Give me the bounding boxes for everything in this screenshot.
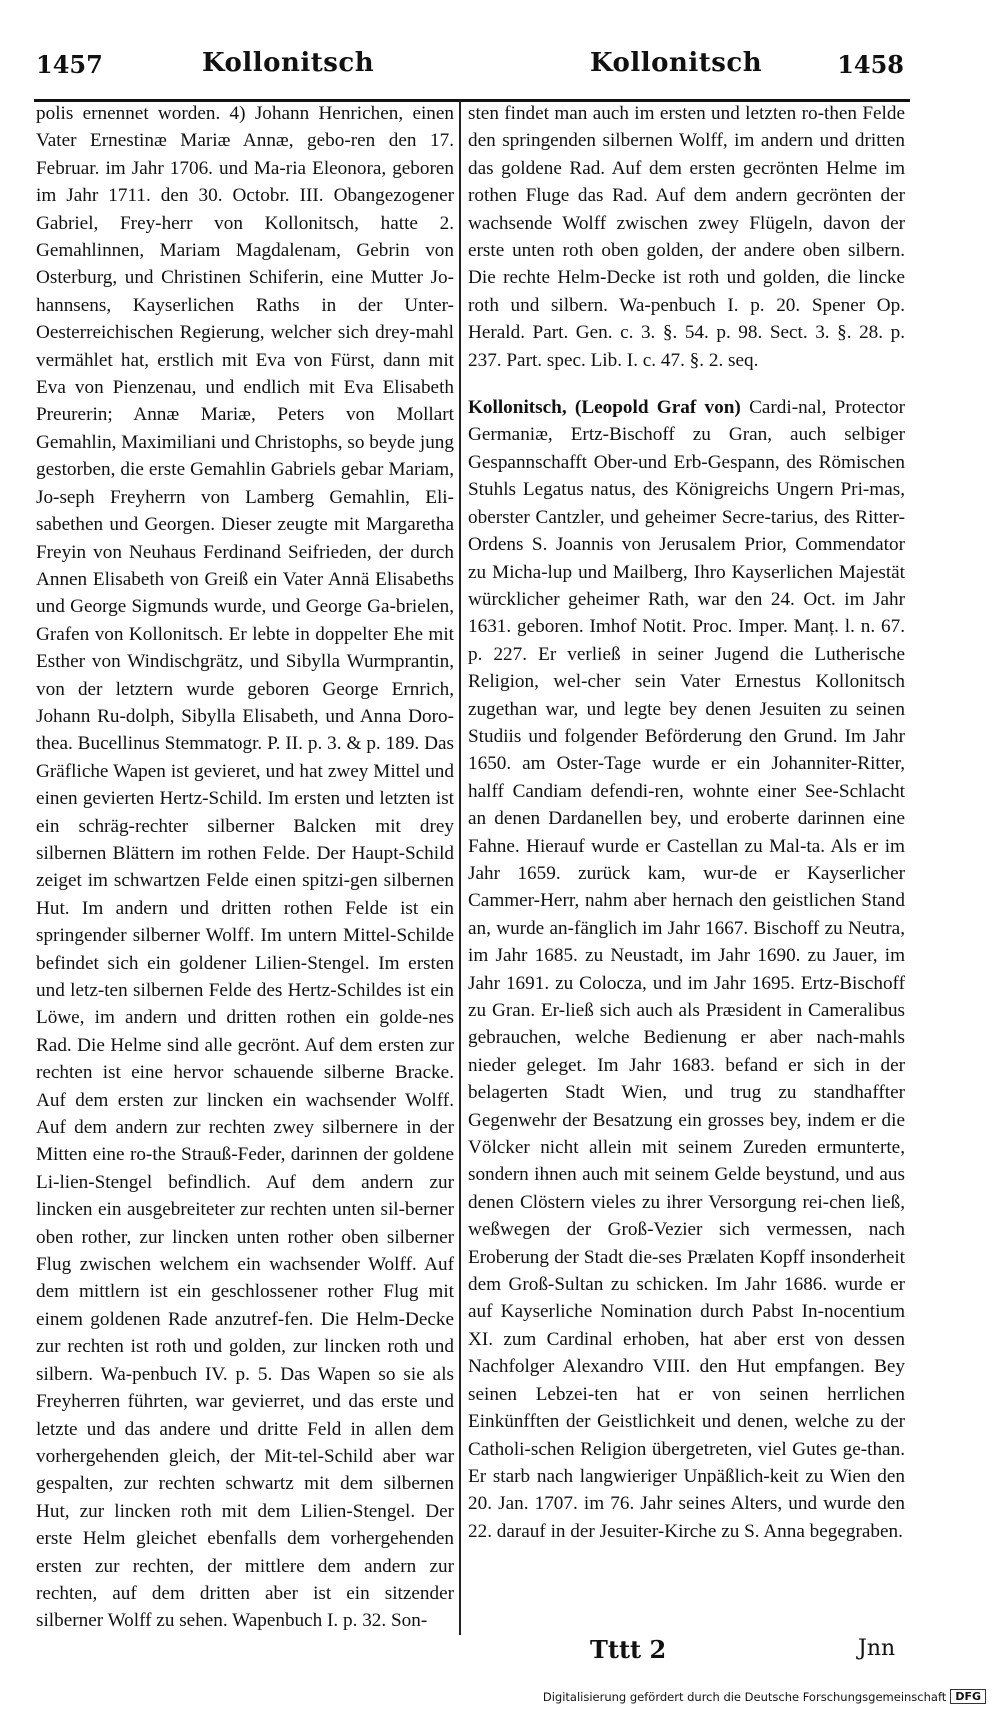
digitization-credit xyxy=(543,1689,986,1704)
credit-text: Digitalisierung gefördert durch die Deutsche Forschungsgemeinschaft xyxy=(542,1689,947,1704)
right-column-continuation: sten findet man auch im ersten und letzten ro-then Felde den springenden silbernen Wolff, im andern und dritten das goldene Rad. Auf dem ersten gecrönten Helme im rothen Fluge das Rad. Auf dem andern gecrönten der wachsende Wolff zwischen zwey Flügeln, davon der erste unten roth oben golden, der andere oben silbern. Die rechte Helm-Decke ist roth und golden, die lincke roth und silbern. Wa-penbuch I. p. 20. Spener Op. Herald. Part. Gen. c. 3. §. 54. p. 98. Sect. 3. §. 28. p. 237. Part. spec. Lib. I. c. 47. §. 2. seq. xyxy=(468,103,905,371)
column-divider xyxy=(459,100,461,1635)
dfg-logo: DFG xyxy=(950,1689,986,1704)
entry-kollonitsch-leopold xyxy=(468,394,905,1545)
left-column xyxy=(36,100,454,1635)
left-column-text: polis ernennet worden. 4) Johann Henrichen, einen Vater Ernestinæ Mariæ Annæ, gebo-ren den 17. Februar. im Jahr 1706. und Ma-ria Eleonora, geboren im Jahr 1711. den 30. Octobr. III. Obangezogener Gabriel, Frey-herr von Kollonitsch, hatte 2. Gemahlinnen, Mariam Magdalenam, Gebrin von Osterburg, und Christinen Schiferin, eine Mutter Jo-hannsens, Kayserlichen Raths in der Unter-Oesterreichischen Regierung, welcher sich drey-mahl vermählet hat, erstlich mit Eva von Fürst, dann mit Eva von Pienzenau, und endlich mit Eva Elisabeth Preurerin; Annæ Mariæ, Peters von Mollart Gemahlin, Maximiliani und Christophs, so beyde jung gestorben, die erste Gemahlin Gabriels gebar Mariam, Jo-seph Freyherrn von Lamberg Gemahlin, Eli-sabethen und Georgen. Dieser zeugte mit Margaretha Freyin von Neuhaus Ferdinand Seifrieden, der durch Annen Elisabeth von Greiß ein Vater Annä Elisabeths und George Sigmunds wurde, und George Ga-brielen, Grafen von Kollonitsch. Er lebte in doppelter Ehe mit Esther von Windischgrätz, und Sibylla Wurmprantin, von der letztern wurde geboren George Ernrich, Johann Ru-dolph, Sibylla Elisabeth, und Anna Doro-thea. Bucellinus Stemmatogr. P. II. p. 3. & p. 189. Das Gräfliche Wapen ist gevieret, und hat zwey Mittel und einen gevierten Hertz-Schild. Im ersten und letzten ist ein schräg-rechter silberner Balcken mit drey silbernen Blättern im rothen Felde. Der Haupt-Schild zeiget im schwartzen Felde einen spitzi-gen silbernen Hut. Im andern und dritten rothen Felde ist ein springender silberner Wolff. Im untern Mittel-Schilde befindet sich ein goldener Lilien-Stengel. Im ersten und letz-ten silbernen Felde des Hertz-Schildes ist ein Löwe, im andern und dritten rothen ein golde-nes Rad. Die Helme sind alle gecrönt. Auf dem ersten zur rechten ist eine hervor schauende silberne Bracke. Auf dem ersten zur lincken ein wachsender Wolff. Auf dem andern zur rechten zwey silbernere in der Mitten eine ro-the Strauß-Feder, darinnen der goldene Li-lien-Stengel befindlich. Auf dem andern zur lincken ein ausgebreiteter zur rechten unten sil-berner oben rother, zur lincken unten rother oben silberner Flug zwischen welchem ein wachsender Wolff. Auf dem mittlern ist ein geschlossener rother Flug mit einem goldenen Rade anzutref-fen. Die Helm-Decke zur rechten ist roth und golden, zur lincken roth und silbern. Wa-penbuch IV. p. 5. Das Wapen so sie als Freyherren führten, war gevierret, und das erste und letzte und das andere und dritte Feld in allen dem vorhergehenden gleich, der Mit-tel-Schild aber war gespalten, zur rechten schwartz mit dem silbernen Hut, zur lincken roth mit dem Lilien-Stengel. Der erste Helm gleichet ebenfalls dem vorhergehenden ersten zur rechten, der mittlere dem andern zur rechten, auf dem dritten aber ist ein sitzender silberner Wolff zu sehen. Wapenbuch I. p. 32. Son- xyxy=(36,103,454,1632)
left-page-number: 1457 xyxy=(36,50,103,79)
left-running-title: Kollonitsch xyxy=(202,48,375,78)
entry-heading: Kollonitsch, (Leopold Graf von) xyxy=(468,397,741,419)
catchword: Jnn xyxy=(858,1636,896,1661)
right-page-number: 1458 xyxy=(837,50,904,79)
right-running-title: Kollonitsch xyxy=(590,48,763,78)
entry-body: Cardi-nal, Protector Germaniæ, Ertz-Bischoff zu Gran, auch selbiger Gespannschafft Ober-und Erb-Gespann, des Römischen Stuhls Legatus natus, des Königreichs Ungern Pri-mas, oberster Cantzler, und geheimer Secre-tarius, des Ritter-Ordens S. Joannis von Jerusalem Prior, Commendator zu Micha-lup und Mailberg, Ihro Kayserlichen Majestät würcklicher geheimer Rath, war den 24. Oct. im Jahr 1631. geboren. Imhof Notit. Proc. Imper. Manț. l. n. 67. p. 227. Er verließ in seiner Jugend die Lutherische Religion, wel-cher sein Vater Ernestus Kollonitsch zugethan war, und legte bey denen Jesuiten zu seinen Studiis und folgender Beförderung den Grund. Im Jahr 1650. am Oster-Tage wurde er ein Johanniter-Ritter, halff Candiam defendi-ren, wohnte einer See-Schlacht an denen Dardanellen bey, und eroberte darinnen eine Fahne. Hierauf wurde er Castellan zu Mal-ta. Als er im Jahr 1659. zurück kam, wur-de er Kayserlicher Cammer-Herr, nahm aber hernach den geistlichen Stand an, wurde an-fänglich im Jahr 1667. Bischoff zu Neutra, im Jahr 1685. zu Neustadt, im Jahr 1690. zu Jauer, im Jahr 1691. zu Colocza, und im Jahr 1695. Ertz-Bischoff zu Gran. Er-ließ sich auch als Præsident in Cameralibus gebrauchen, welche Bedienung er aber nach-mahls nieder geleget. Im Jahr 1683. befand er sich in der belagerten Stadt Wien, und trug zu standhaffter Gegenwehr der Besatzung ein grosses bey, indem er die Völcker nicht allein mit seinem Zureden ermunterte, sondern ihnen auch mit seinem Gelde beystund, und aus denen Clöstern vieles zu ihrer Versorgung rei-chen ließ, weßwegen der Groß-Vezier sich vermessen, nach Eroberung der Stadt die-ses Prælaten Kopff insonderheit dem Groß-Sultan zu schicken. Im Jahr 1686. wurde er auf Kayserliche Nomination durch Pabst In-nocentium XI. zum Cardinal erhoben, hat aber erst von dessen Nachfolger Alexandro VIII. den Hut empfangen. Bey seinen Lebzei-ten hat er von seinen herrlichen Einkünfften der Geistlichkeit und denen, welche zu der Catholi-schen Religion übergetreten, viel Gutes ge-than. Er starb nach langwieriger Unpäßlich-keit zu Wien den 20. Jan. 1707. im 76. Jahr seines Alters, und wurde den 22. darauf in der Jesuiter-Kirche zu S. Anna begegraben. xyxy=(468,397,906,1542)
signature-mark: Tttt 2 xyxy=(590,1635,667,1664)
page-header xyxy=(34,50,914,96)
right-column xyxy=(468,100,905,1545)
